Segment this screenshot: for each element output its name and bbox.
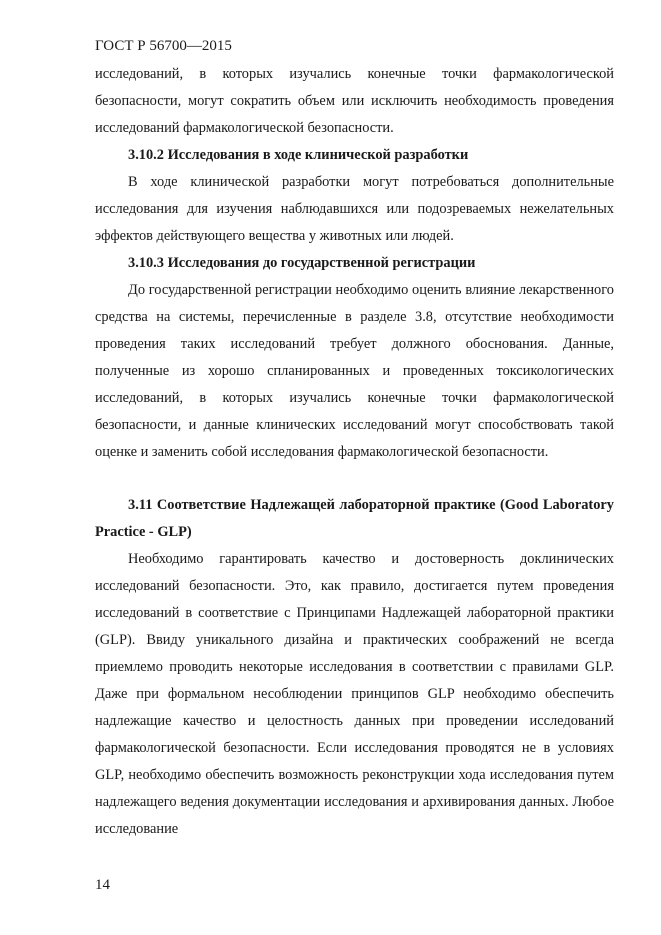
section-heading: 3.11 Соответствие Надлежащей лабораторной практике (Good Laboratory Practice - GLP) (95, 497, 614, 540)
section-heading: 3.10.3 Исследования до государственной регистрации (128, 255, 476, 271)
paragraph: В ходе клинической разработки могут потребоваться дополнительные исследования для изучения наблюдавшихся или подозреваемых нежелательных эффектов действующего вещества у животных или людей. (95, 174, 614, 244)
paragraph: Необходимо гарантировать качество и достоверность доклинических исследований безопасности. Это, как правило, достигается путем проведения исследований в соответствие с Принципами Надлежащей лабораторной практики (GLP). Ввиду уникального дизайна и практических соображений не всегда приемлемо проводить некоторые исследования в соответствии с правилами GLP. Даже при формальном несоблюдении принципов GLP необходимо обеспечить надлежащие качество и целостность данных при проведении исследований фармакологической безопасности. Если исследования проводятся не в условиях GLP, необходимо обеспечить возможность реконструкции хода исследования путем надлежащего ведения документации исследования и архивирования данных. Любое исследование (95, 551, 614, 837)
page-number: 14 (95, 877, 110, 893)
section-heading: 3.10.2 Исследования в ходе клинической разработки (128, 147, 469, 163)
paragraph: исследований, в которых изучались конечные точки фармакологической безопасности, могут сократить объем или исключить необходимость проведения исследований фармакологической безопасности. (95, 66, 614, 136)
document-body (95, 61, 614, 843)
paragraph-spacer (95, 466, 614, 492)
document-header: ГОСТ Р 56700—2015 (95, 38, 232, 54)
paragraph: До государственной регистрации необходимо оценить влияние лекарственного средства на системы, перечисленные в разделе 3.8, отсутствие необходимости проведения таких исследований требует должного обоснования. Данные, полученные из хорошо спланированных и проведенных токсикологических исследований, в которых изучались конечные точки фармакологической безопасности, и данные клинических исследований могут способствовать такой оценке и заменить собой исследования фармакологической безопасности. (95, 282, 614, 460)
